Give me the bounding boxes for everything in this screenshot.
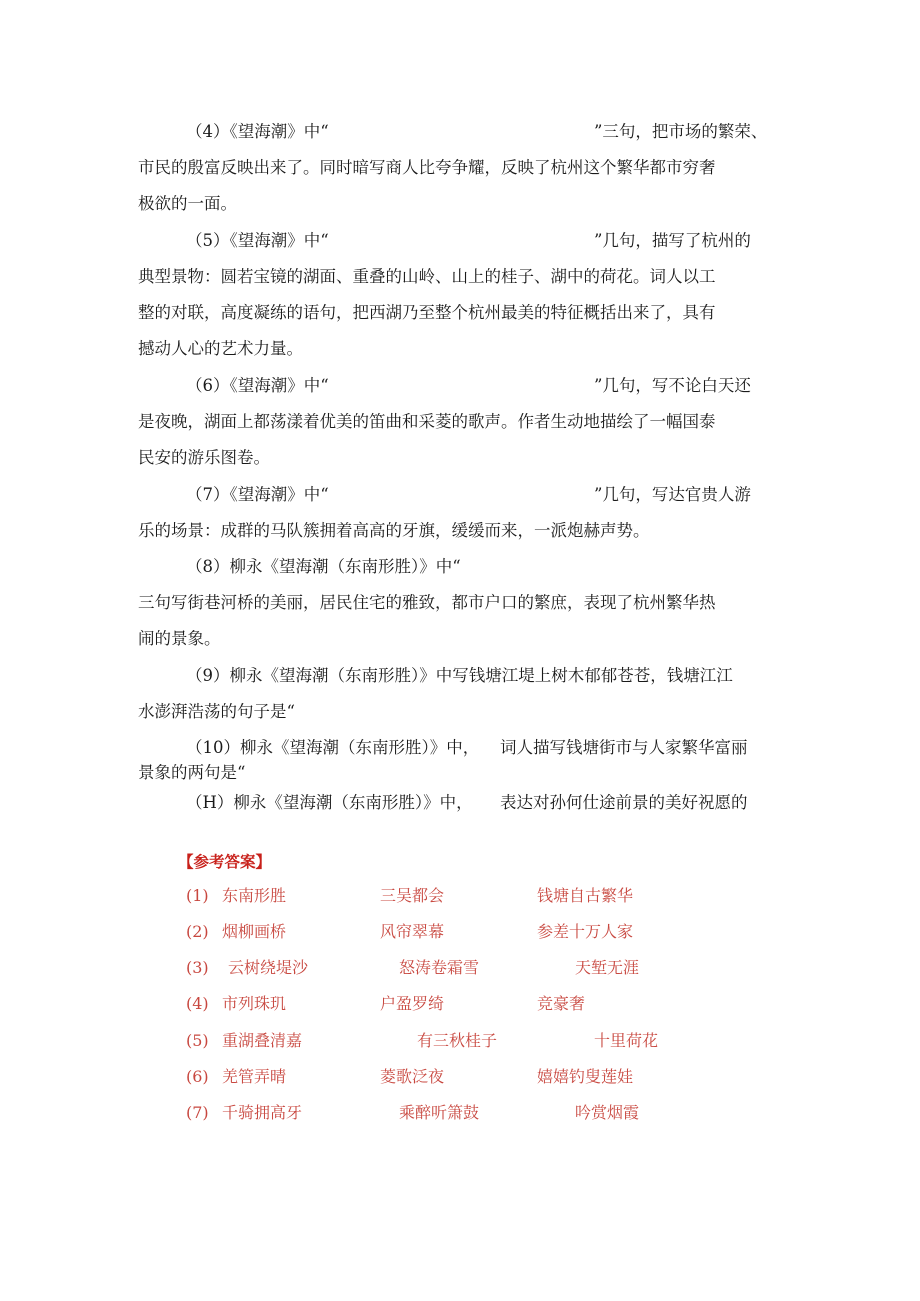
answer-a: 烟柳画桥 xyxy=(222,922,287,941)
answer-a: 市列珠玑 xyxy=(222,994,287,1013)
q8-line3: 闹的景象。 xyxy=(138,629,221,648)
answer-number: (6) xyxy=(186,1067,209,1086)
q10-line2: 景象的两句是“ xyxy=(138,763,246,782)
answer-c: 参差十万人家 xyxy=(537,922,634,941)
answers-title: 【参考答案】 xyxy=(178,852,272,871)
answer-c: 钱塘自古繁华 xyxy=(537,886,634,905)
answer-b: 乘醉听箫鼓 xyxy=(399,1103,480,1122)
answer-number: (4) xyxy=(186,994,209,1013)
q7-line1-start: （7）《望海潮》中“ xyxy=(186,485,329,504)
q6-line3: 民安的游乐图卷。 xyxy=(138,448,270,467)
q11-line1-end: 表达对孙何仕途前景的美好祝愿的 xyxy=(500,793,748,812)
q6-line1-end: ”几句，写不论白天还 xyxy=(594,376,751,395)
answer-c: 竞豪奢 xyxy=(537,994,586,1013)
q5-line4: 撼动人心的艺术力量。 xyxy=(138,339,303,358)
q5-line1-start: （5）《望海潮》中“ xyxy=(186,231,329,250)
answer-c: 天堑无涯 xyxy=(575,958,640,977)
answer-number: (1) xyxy=(186,886,209,905)
q5-line1-end: ”几句，描写了杭州的 xyxy=(594,231,751,250)
answer-b: 有三秋桂子 xyxy=(417,1031,498,1050)
q11-line1-start: （H）柳永《望海潮（东南形胜）》中， xyxy=(186,793,473,812)
answer-number: (2) xyxy=(186,922,209,941)
answer-c: 吟赏烟霞 xyxy=(575,1103,640,1122)
q4-line2: 市民的殷富反映出来了。同时暗写商人比夸争耀，反映了杭州这个繁华都市穷奢 xyxy=(138,158,716,177)
answer-a: 千骑拥高牙 xyxy=(222,1103,303,1122)
q5-line2: 典型景物：圆若宝镜的湖面、重叠的山岭、山上的桂子、湖中的荷花。词人以工 xyxy=(138,267,716,286)
q10-line1-end: 词人描写钱塘街市与人家繁华富丽 xyxy=(500,738,748,757)
q5-line3: 整的对联，高度凝练的语句，把西湖乃至整个杭州最美的特征概括出来了，具有 xyxy=(138,303,716,322)
answer-b: 风帘翠幕 xyxy=(380,922,445,941)
q4-line1-end: ”三句，把市场的繁荣、 xyxy=(594,122,768,141)
answer-b: 怒涛卷霜雪 xyxy=(399,958,480,977)
answer-c: 十里荷花 xyxy=(594,1031,659,1050)
q8-line2: 三句写街巷河桥的美丽，居民住宅的雅致，都市户口的繁庶，表现了杭州繁华热 xyxy=(138,593,716,612)
answer-number: (3) xyxy=(186,958,209,977)
answer-b: 三吴都会 xyxy=(380,886,445,905)
q4-line1-start: （4）《望海潮》中“ xyxy=(186,122,329,141)
answer-c: 嬉嬉钓叟莲娃 xyxy=(537,1067,634,1086)
answer-b: 菱歌泛夜 xyxy=(380,1067,445,1086)
q9-line1: （9）柳永《望海潮（东南形胜）》中写钱塘江堤上树木郁郁苍苍，钱塘江江 xyxy=(186,666,733,685)
answer-b: 户盈罗绮 xyxy=(380,994,445,1013)
q7-line2: 乐的场景：成群的马队簇拥着高高的牙旗，缓缓而来，一派炮赫声势。 xyxy=(138,521,650,540)
answer-number: (5) xyxy=(186,1031,209,1050)
answer-a: 羌管弄晴 xyxy=(222,1067,287,1086)
answer-a: 重湖叠清嘉 xyxy=(222,1031,303,1050)
q8-line1: （8）柳永《望海潮（东南形胜）》中“ xyxy=(186,557,461,576)
q4-line3: 极欲的一面。 xyxy=(138,194,237,213)
answer-number: (7) xyxy=(186,1103,209,1122)
answer-a: 东南形胜 xyxy=(222,886,287,905)
q6-line1-start: （6）《望海潮》中“ xyxy=(186,376,329,395)
q6-line2: 是夜晚，湖面上都荡漾着优美的笛曲和采菱的歌声。作者生动地描绘了一幅国泰 xyxy=(138,412,716,431)
answer-a: 云树绕堤沙 xyxy=(228,958,309,977)
q9-line2: 水澎湃浩荡的句子是“ xyxy=(138,702,295,721)
q10-line1-start: （10）柳永《望海潮（东南形胜）》中， xyxy=(186,738,480,757)
q7-line1-end: ”几句，写达官贵人游 xyxy=(594,485,751,504)
